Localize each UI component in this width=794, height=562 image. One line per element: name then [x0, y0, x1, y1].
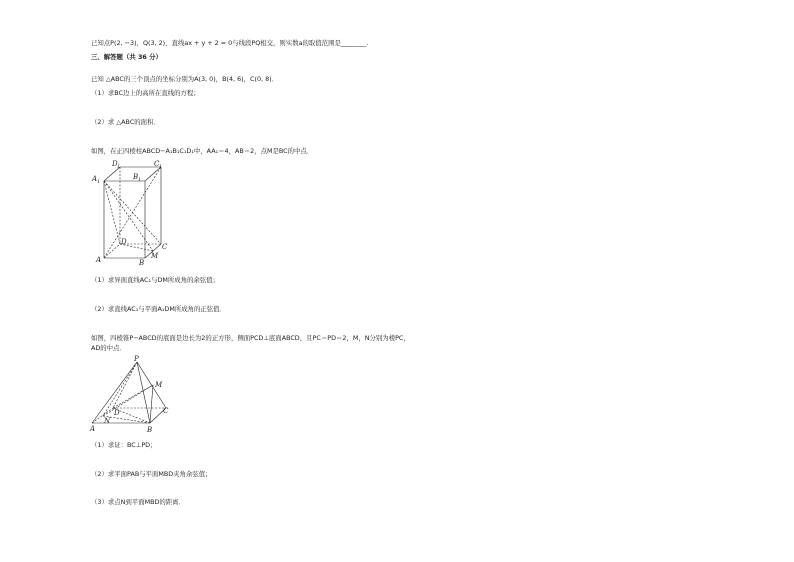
q3-part1: （1）求证：BC⊥PD； — [91, 441, 157, 449]
prism-sub-c1: 1 — [159, 164, 163, 170]
pyramid-label-p: P — [134, 355, 139, 363]
prism-sub-a1: 1 — [97, 179, 101, 185]
q3-part2: （2）求平面PAB与平面MBD夹角余弦值； — [91, 470, 212, 478]
q2-part2: （2）求直线AC₁与平面A₁DM所成角的正弦值． — [91, 305, 226, 313]
prism-label-b1: B — [133, 173, 139, 181]
prism-label-d1: D — [112, 160, 118, 168]
prism-label-c: C — [162, 243, 168, 251]
fill-blank-problem: 已知点P(2, −3)，Q(3, 2)，直线ax + y + 2 = 0与线段PQ相交，则实数a的取值范围是________. — [91, 39, 369, 47]
prism-label-b: B — [139, 259, 145, 267]
q1-part2: （2）求 △ABC的面积． — [91, 118, 160, 126]
prism-label-a1: A — [92, 175, 98, 183]
q1-stem: 已知 △ABC的三个顶点的坐标分别为A(3, 0)，B(4, 6)，C(0, 8)． — [91, 75, 279, 83]
q1-part1: （1）求BC边上的高所在直线的方程； — [91, 89, 200, 97]
q3-stem-line1: 如图，四棱锥P−ABCD的底面是边长为2的正方形，侧面PCD⊥底面ABCD，且PC＝PD＝2，M，N分别为棱PC， — [91, 334, 410, 342]
q3-part3: （3）求点N到平面MBD的距离． — [91, 498, 185, 506]
pyramid-label-m: M — [155, 381, 163, 389]
pyramid-label-b: B — [147, 426, 153, 434]
prism-label-c1: C — [154, 160, 160, 168]
pyramid-label-d: D — [114, 409, 120, 417]
q2-stem: 如图，在正四棱柱ABCD−A₁B₁C₁D₁中，AA₁＝4，AB＝2，点M是BC的中点． — [91, 147, 314, 155]
prism-sub-b1: 1 — [138, 177, 142, 183]
prism-label-a: A — [96, 256, 102, 264]
prism-label-m: M — [151, 252, 159, 260]
pyramid-label-a: A — [90, 425, 96, 433]
q3-stem-line2: AD的中点． — [91, 344, 126, 352]
prism-sub-d1: 1 — [117, 164, 121, 170]
q2-part1: （1）求异面直线AC₁与DM所成角的余弦值； — [91, 276, 220, 284]
prism-label-d: D — [121, 238, 127, 246]
pyramid-label-c: C — [163, 407, 169, 415]
section-title: 三、解答题（共 36 分） — [91, 53, 162, 61]
pyramid-label-n: N — [104, 417, 111, 425]
